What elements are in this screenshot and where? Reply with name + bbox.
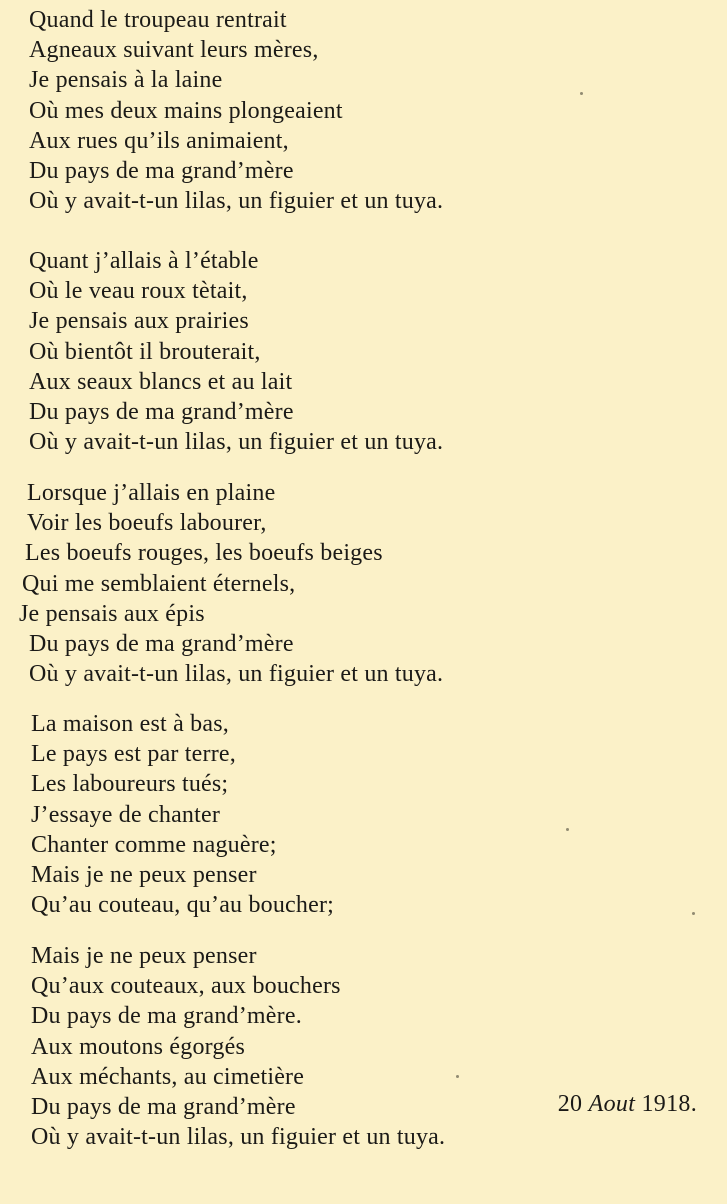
poem-line: Mais je ne peux penser	[31, 943, 257, 969]
date-month: Aout	[588, 1091, 636, 1117]
poem-line: Où mes deux mains plongeaient	[29, 97, 343, 124]
poem-line: Je pensais aux prairies	[29, 308, 249, 335]
stanza-1	[0, 5, 727, 216]
poem-line: Le pays est par terre,	[31, 741, 236, 768]
stanza-4	[0, 709, 727, 920]
poem-line: La maison est à bas,	[31, 711, 229, 737]
stanza-5	[0, 941, 727, 1152]
poem-line: Aux méchants, au cimetière	[31, 1063, 305, 1090]
paper-speck	[566, 828, 569, 831]
poem-line: Où y avait-t-un lilas, un figuier et un tuya.	[29, 188, 444, 215]
poem-line: Qui me semblaient éternels,	[22, 570, 296, 597]
stanza-2	[0, 246, 727, 457]
poem-line: Les boeufs rouges, les boeufs beiges	[25, 540, 383, 567]
poem-date	[558, 1089, 697, 1119]
poem-line: Du pays de ma grand’mère	[29, 158, 294, 185]
poem-line: Qu’aux couteaux, aux bouchers	[31, 973, 341, 1000]
poem-line: Voir les boeufs labourer,	[27, 510, 267, 537]
poem-line: Où y avait-t-un lilas, un figuier et un tuya.	[29, 429, 444, 456]
poem-line: Où y avait-t-un lilas, un figuier et un tuya.	[29, 661, 444, 688]
poem-line: Du pays de ma grand’mère	[29, 399, 294, 426]
paper-speck	[456, 1075, 459, 1078]
poem-line: Je pensais aux épis	[19, 600, 205, 627]
poem-line: Où y avait-t-un lilas, un figuier et un tuya.	[31, 1124, 446, 1151]
poem-line: Je pensais à la laine	[29, 67, 223, 94]
poem-line: Agneaux suivant leurs mères,	[29, 37, 319, 64]
poem-line: Du pays de ma grand’mère	[31, 1094, 296, 1121]
date-year: 1918.	[641, 1091, 697, 1117]
poem-line: Du pays de ma grand’mère.	[31, 1003, 302, 1030]
paper-speck	[692, 912, 695, 915]
poem-line: Quand le troupeau rentrait	[29, 7, 287, 33]
poem-line: Aux seaux blancs et au lait	[29, 368, 293, 395]
poem-line: J’essaye de chanter	[31, 801, 221, 828]
poem-line: Quant j’allais à l’étable	[29, 248, 259, 274]
poem-line: Où bientôt il brouterait,	[29, 338, 261, 365]
poem-line: Chanter comme naguère;	[31, 831, 277, 858]
poem-line: Lorsque j’allais en plaine	[27, 480, 276, 506]
poem-line: Mais je ne peux penser	[31, 862, 257, 889]
poem-line: Aux rues qu’ils animaient,	[29, 127, 289, 154]
poem-line: Qu’au couteau, qu’au boucher;	[31, 892, 335, 919]
date-day: 20	[557, 1091, 583, 1117]
poem-line: Les laboureurs tués;	[31, 771, 229, 798]
stanza-3	[0, 478, 727, 689]
poem-line: Où le veau roux tètait,	[29, 278, 248, 305]
poem-line: Du pays de ma grand’mère	[29, 631, 294, 658]
paper-speck	[580, 92, 583, 95]
poem-line: Aux moutons égorgés	[31, 1033, 246, 1060]
